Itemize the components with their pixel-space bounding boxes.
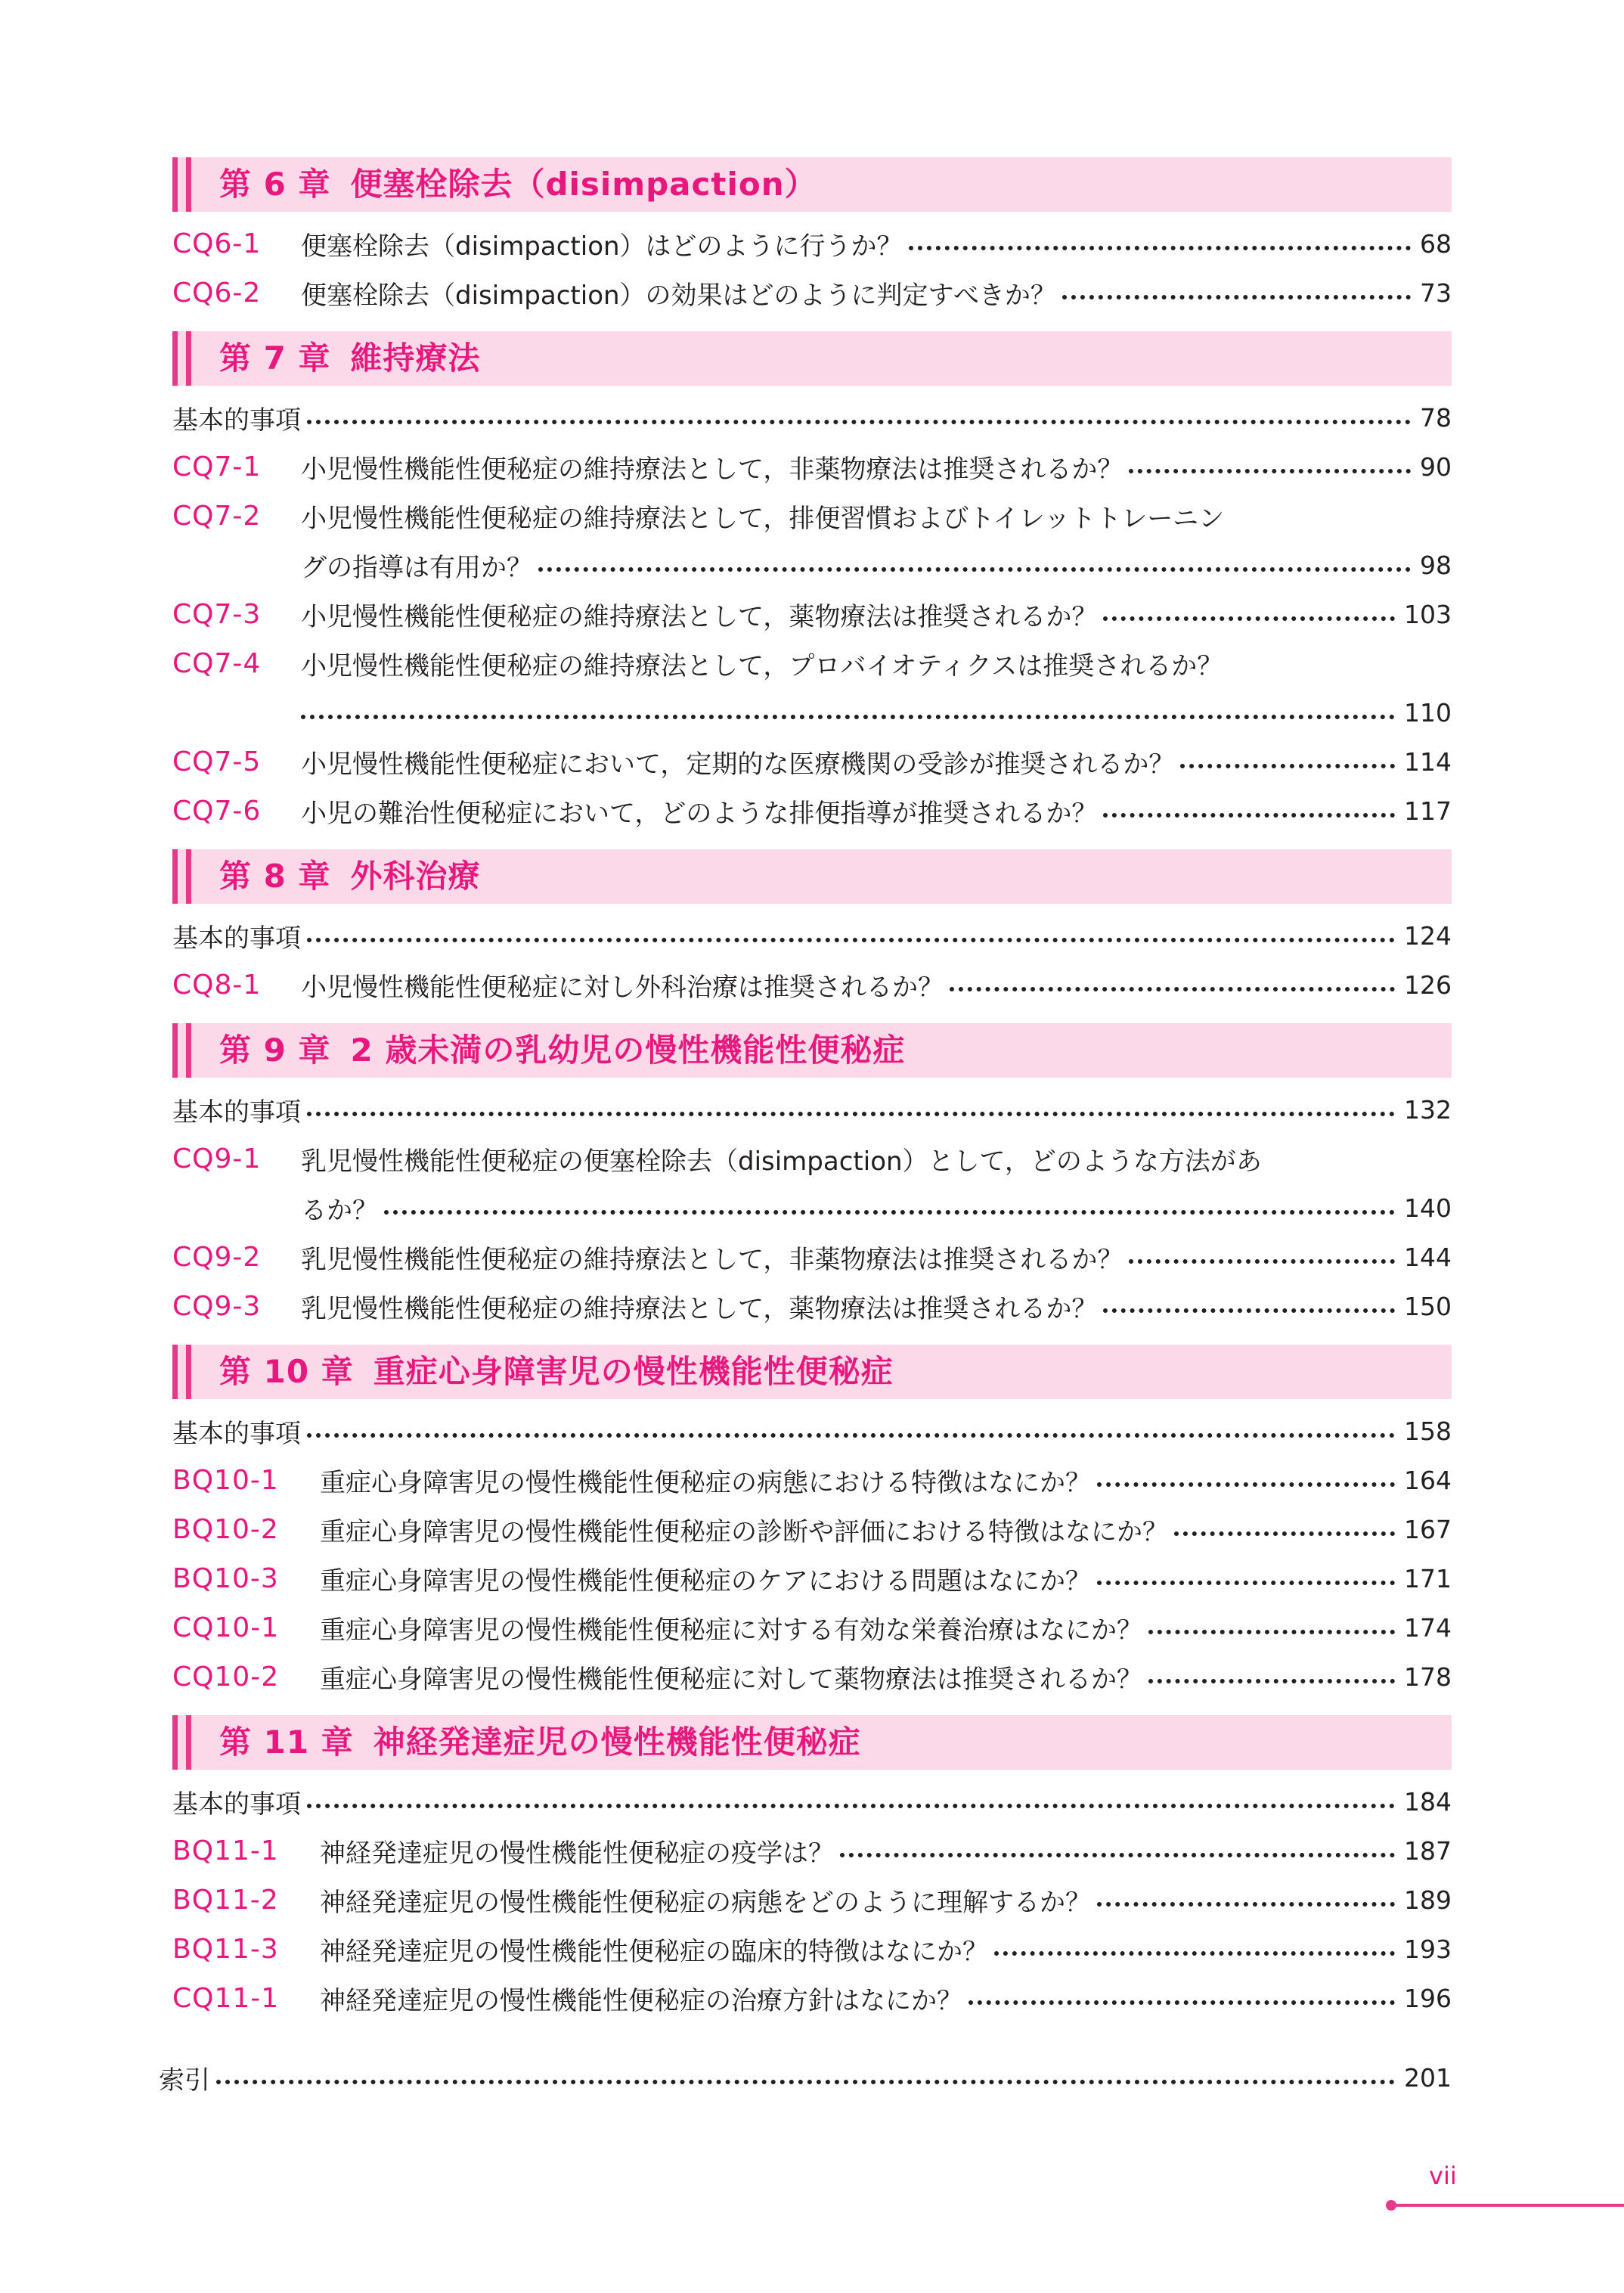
entry-code: BQ10-2 (172, 1514, 279, 1545)
entry-text: 重症心身障害児の慢性機能性便秘症の病態における特徴はなにか？ (320, 1468, 1091, 1498)
page-number: vii (1429, 2161, 1457, 2190)
leader-dots (1062, 295, 1411, 299)
chapter-title (219, 331, 480, 386)
entry-text: グの指導は有用か？ (301, 553, 532, 583)
entry-text: 小児慢性機能性便秘症の維持療法として，非薬物療法は推奨されるか？ (301, 455, 1123, 485)
footer-rule (1391, 2204, 1624, 2207)
entry-page: 114 (1404, 747, 1452, 777)
entry-page: 78 (1420, 403, 1452, 433)
toc-entry[interactable] (172, 1826, 1452, 1876)
entry-text: 小児慢性機能性便秘症の維持療法として，排便習慣およびトイレットトレーニン (301, 504, 1225, 534)
toc-entry[interactable] (172, 1456, 1452, 1505)
leader-dots (969, 2000, 1395, 2005)
entry-page: 196 (1404, 1984, 1452, 2013)
chapter-title (219, 1345, 894, 1399)
entry-code: CQ7-1 (172, 451, 262, 482)
leader-dots (950, 987, 1395, 991)
leader-dots (307, 420, 1411, 424)
entry-text: 小児慢性機能性便秘症に対し外科治療は推奨されるか？ (301, 973, 944, 1003)
entry-code: BQ11-2 (172, 1885, 279, 1916)
toc-entry[interactable] (172, 1085, 1452, 1134)
toc-entry[interactable] (172, 960, 1452, 1010)
entry-code: CQ9-2 (172, 1242, 262, 1273)
chapter-bar (172, 157, 178, 212)
entry-page: 144 (1404, 1243, 1452, 1272)
leader-dots (216, 2080, 1395, 2084)
entry-code: CQ7-5 (172, 746, 262, 777)
toc-entry[interactable] (172, 1974, 1452, 2023)
chapter-bar (186, 1715, 191, 1770)
chapter-title (219, 157, 817, 212)
leader-dots (1097, 1581, 1395, 1585)
entry-code: CQ10-2 (172, 1662, 280, 1693)
entry-text: 基本的事項 (172, 1789, 301, 1820)
leader-dots (840, 1853, 1395, 1857)
entry-text: 便塞栓除去（disimpaction）の効果はどのように判定すべきか？ (301, 281, 1056, 311)
entry-page: 103 (1404, 600, 1452, 629)
leader-dots (1103, 1308, 1395, 1313)
entry-text: 神経発達症児の慢性機能性便秘症の臨床的特徴はなにか？ (320, 1937, 988, 1967)
leader-dots (307, 1804, 1395, 1808)
entry-page: 158 (1404, 1416, 1452, 1446)
leader-dots (909, 246, 1411, 250)
leader-dots (301, 715, 1395, 719)
entry-text: 小児慢性機能性便秘症において，定期的な医療機関の受診が推奨されるか？ (301, 749, 1175, 780)
leader-dots (1097, 1902, 1395, 1907)
leader-dots (1097, 1482, 1395, 1487)
entry-page: 73 (1420, 278, 1452, 308)
chapter-name: 便塞栓除去（disimpaction） (350, 166, 817, 203)
entry-text: 便塞栓除去（disimpaction）はどのように行うか？ (301, 231, 903, 262)
toc-entry[interactable] (172, 492, 1452, 541)
chapter-bar (186, 1345, 191, 1399)
chapter-heading (172, 157, 1452, 212)
chapter-title (219, 1715, 861, 1770)
chapter-bar (172, 331, 178, 386)
entry-text: 乳児慢性機能性便秘症の維持療法として，薬物療法は推奨されるか？ (301, 1294, 1098, 1324)
entry-page: 150 (1404, 1292, 1452, 1321)
toc-entry[interactable] (172, 737, 1452, 787)
entry-text: 小児の難治性便秘症において，どのような排便指導が推奨されるか？ (301, 799, 1098, 829)
entry-page: 178 (1404, 1662, 1452, 1692)
entry-text: 基本的事項 (172, 1419, 301, 1449)
entry-text: 基本的事項 (172, 923, 301, 954)
toc-entry[interactable] (172, 219, 1452, 268)
chapter-name: 2 歳未満の乳幼児の慢性機能性便秘症 (350, 1032, 906, 1069)
chapter-name: 神経発達症児の慢性機能性便秘症 (373, 1724, 861, 1761)
chapter-number: 第 6 章 (219, 166, 331, 203)
chapter-heading (172, 1023, 1452, 1078)
entry-page: 98 (1420, 551, 1452, 580)
toc-entry[interactable] (172, 1777, 1452, 1826)
chapter-heading (172, 331, 1452, 386)
entry-code: BQ10-3 (172, 1563, 279, 1594)
toc-entry-continuation[interactable] (172, 688, 1452, 737)
entry-text: 重症心身障害児の慢性機能性便秘症のケアにおける問題はなにか？ (320, 1566, 1091, 1596)
entry-text: 基本的事項 (172, 1097, 301, 1128)
leader-dots (307, 1433, 1395, 1438)
leader-dots (384, 1210, 1395, 1215)
leader-dots (307, 1112, 1395, 1116)
index-page: 201 (1404, 2063, 1452, 2093)
toc-entry[interactable] (172, 911, 1452, 960)
chapter-bar (172, 1715, 178, 1770)
entry-code: CQ7-3 (172, 599, 262, 630)
leader-dots (1129, 1259, 1395, 1264)
chapter-title (219, 1023, 905, 1078)
chapter-number: 第 11 章 (219, 1724, 354, 1761)
entry-text: 重症心身障害児の慢性機能性便秘症に対する有効な栄養治療はなにか？ (320, 1615, 1142, 1646)
chapter-bar (172, 1345, 178, 1399)
chapter-heading (172, 1715, 1452, 1770)
entry-text: 神経発達症児の慢性機能性便秘症の病態をどのように理解するか？ (320, 1888, 1091, 1918)
chapter-name: 維持療法 (350, 340, 481, 377)
entry-text: 重症心身障害児の慢性機能性便秘症に対して薬物療法は推奨されるか？ (320, 1665, 1142, 1695)
entry-code: BQ10-1 (172, 1465, 279, 1496)
leader-dots (1103, 616, 1395, 621)
toc-entry[interactable] (172, 787, 1452, 836)
toc-entry[interactable] (172, 442, 1452, 492)
toc-entry[interactable] (172, 1282, 1452, 1331)
entry-text: 重症心身障害児の慢性機能性便秘症の診断や評価における特徴はなにか？ (320, 1517, 1168, 1547)
chapter-title (219, 849, 480, 904)
chapter-bar (172, 1023, 178, 1078)
entry-page: 110 (1404, 698, 1452, 728)
entry-page: 193 (1404, 1935, 1452, 1964)
entry-code: CQ6-2 (172, 278, 262, 309)
leader-dots (1103, 813, 1395, 818)
leader-dots (1129, 469, 1411, 473)
chapter-name: 外科治療 (350, 858, 481, 895)
leader-dots (1148, 1630, 1395, 1634)
index-label: 索引 (159, 2065, 210, 2096)
entry-page: 126 (1404, 970, 1452, 1000)
chapter-number: 第 7 章 (219, 340, 331, 377)
toc-entry[interactable] (172, 590, 1452, 639)
entry-text: るか？ (301, 1196, 378, 1226)
entry-page: 171 (1404, 1564, 1452, 1593)
chapter-bar (172, 849, 178, 904)
toc-entry[interactable] (172, 268, 1452, 318)
chapter-heading (172, 849, 1452, 904)
toc-entry[interactable] (172, 1407, 1452, 1456)
entry-code: CQ6-1 (172, 228, 262, 259)
entry-page: 140 (1404, 1193, 1452, 1223)
toc-entry[interactable] (172, 1134, 1452, 1184)
entry-page: 132 (1404, 1095, 1452, 1125)
toc-entry[interactable] (172, 1554, 1452, 1603)
entry-page: 189 (1404, 1885, 1452, 1915)
toc-entry[interactable] (172, 639, 1452, 688)
entry-page: 68 (1420, 229, 1452, 259)
toc-entry-continuation[interactable] (172, 1184, 1452, 1233)
entry-code: CQ7-4 (172, 648, 262, 679)
chapter-number: 第 8 章 (219, 858, 331, 895)
chapter-name: 重症心身障害児の慢性機能性便秘症 (373, 1353, 894, 1390)
chapter-number: 第 9 章 (219, 1032, 331, 1069)
entry-page: 124 (1404, 921, 1452, 951)
entry-text: 乳児慢性機能性便秘症の維持療法として，非薬物療法は推奨されるか？ (301, 1245, 1123, 1275)
toc-entry[interactable] (172, 1505, 1452, 1554)
entry-code: CQ9-1 (172, 1143, 262, 1174)
chapter-bar (186, 157, 191, 212)
leader-dots (1174, 1531, 1395, 1536)
table-of-contents (159, 157, 1452, 2102)
toc-entry[interactable] (172, 1233, 1452, 1282)
leader-dots (1148, 1679, 1395, 1683)
entry-text: 小児慢性機能性便秘症の維持療法として，薬物療法は推奨されるか？ (301, 602, 1098, 632)
chapter-heading (172, 1345, 1452, 1399)
entry-page: 187 (1404, 1836, 1452, 1866)
toc-entry[interactable] (172, 393, 1452, 442)
entry-code: CQ10-1 (172, 1612, 280, 1643)
index-entry[interactable] (159, 2053, 1452, 2102)
leader-dots (307, 938, 1395, 942)
entry-page: 167 (1404, 1515, 1452, 1544)
toc-entry[interactable] (172, 1925, 1452, 1974)
leader-dots (1180, 764, 1395, 768)
entry-code: BQ11-1 (172, 1835, 279, 1866)
chapter-bar (186, 849, 191, 904)
toc-entry[interactable] (172, 1652, 1452, 1702)
entry-code: BQ11-3 (172, 1934, 279, 1965)
toc-entry-continuation[interactable] (172, 541, 1452, 590)
entry-text: 乳児慢性機能性便秘症の便塞栓除去（disimpaction）として，どのような方法があ (301, 1146, 1262, 1177)
chapter-bar (186, 1023, 191, 1078)
entry-text: 基本的事項 (172, 405, 301, 436)
leader-dots (994, 1951, 1395, 1956)
entry-page: 117 (1404, 796, 1452, 826)
entry-code: CQ9-3 (172, 1291, 262, 1322)
toc-entry[interactable] (172, 1603, 1452, 1652)
chapter-bar (186, 331, 191, 386)
entry-code: CQ7-6 (172, 796, 262, 827)
leader-dots (538, 567, 1411, 572)
toc-entry[interactable] (172, 1876, 1452, 1925)
entry-text: 神経発達症児の慢性機能性便秘症の疫学は？ (320, 1838, 834, 1869)
entry-code: CQ8-1 (172, 970, 262, 1001)
entry-page: 174 (1404, 1613, 1452, 1643)
entry-code: CQ7-2 (172, 501, 262, 532)
entry-code: CQ11-1 (172, 1983, 280, 2014)
entry-text: 神経発達症児の慢性機能性便秘症の治療方針はなにか？ (320, 1986, 962, 2016)
entry-page: 164 (1404, 1466, 1452, 1495)
entry-page: 90 (1420, 452, 1452, 482)
entry-text: 小児慢性機能性便秘症の維持療法として，プロバイオティクスは推奨されるか？ (301, 651, 1223, 681)
chapter-number: 第 10 章 (219, 1353, 354, 1390)
entry-page: 184 (1404, 1787, 1452, 1817)
